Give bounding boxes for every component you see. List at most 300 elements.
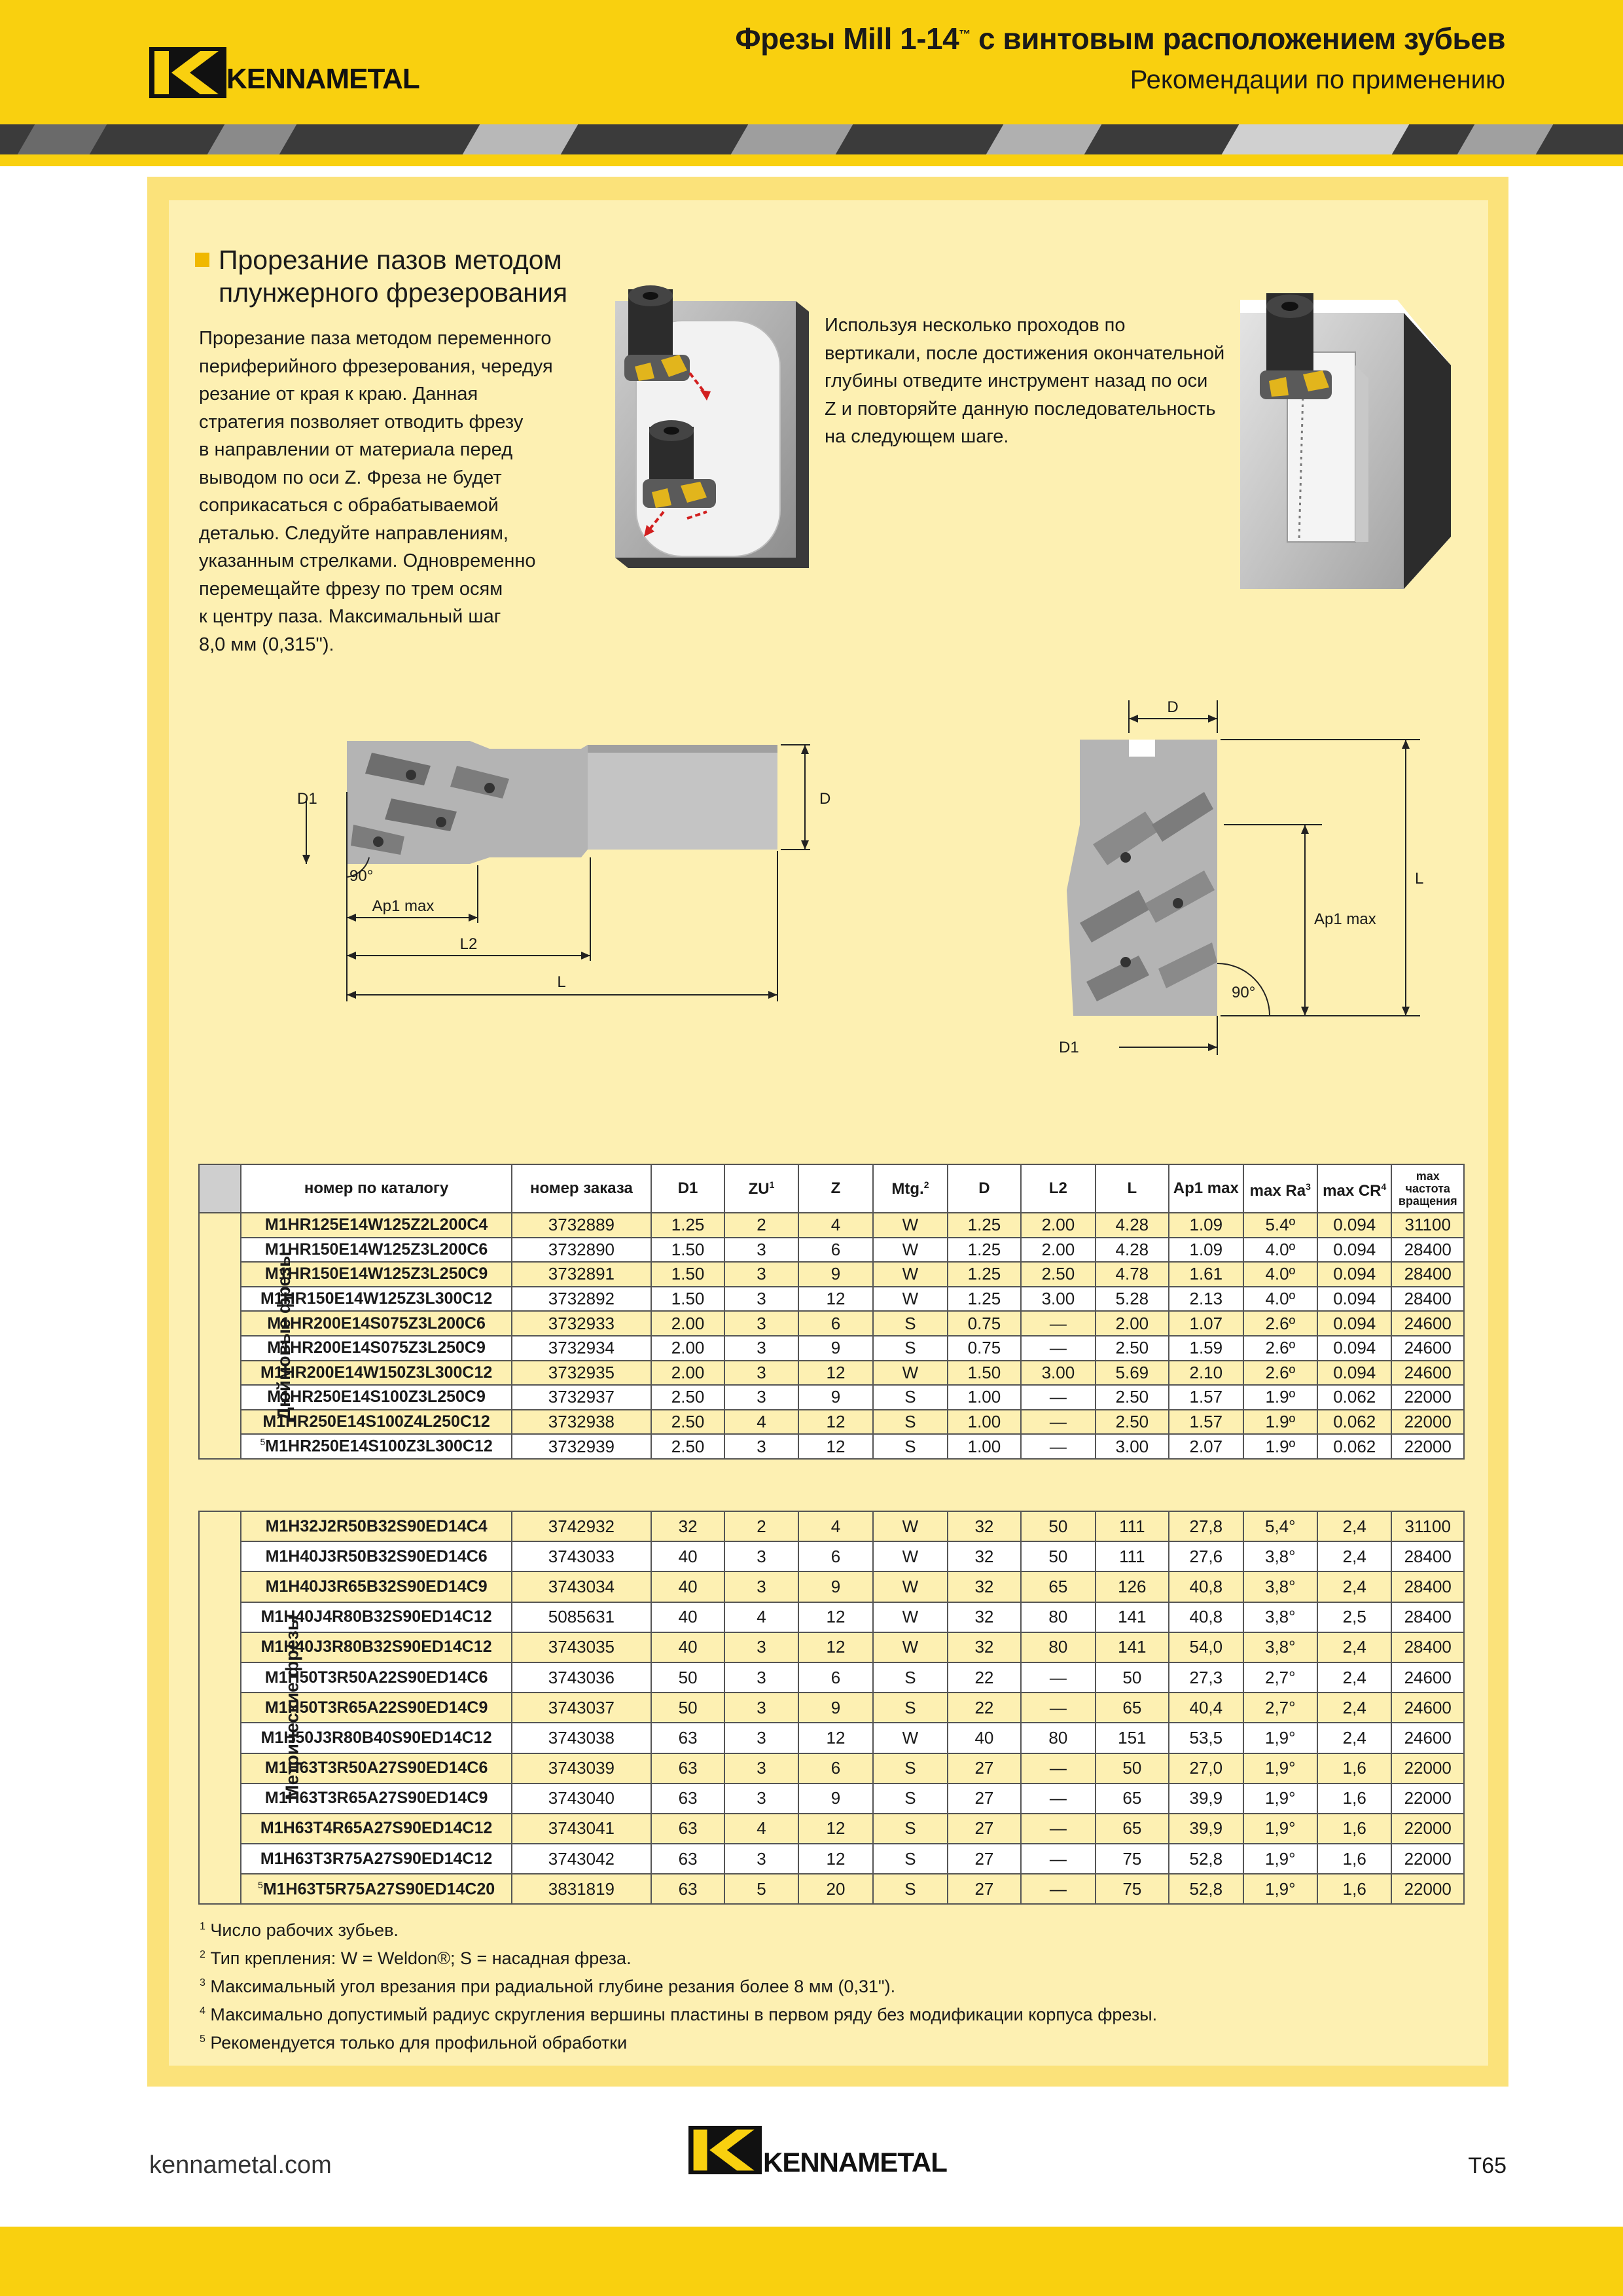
table-cell: 4.28 bbox=[1096, 1238, 1169, 1263]
table-row bbox=[199, 1262, 1464, 1287]
svg-text:L: L bbox=[1415, 870, 1424, 888]
table-row bbox=[199, 1632, 1464, 1662]
table-cell: 65 bbox=[1096, 1784, 1169, 1814]
table-cell: 1.61 bbox=[1169, 1262, 1243, 1287]
catalog-number-cell: M1H32J2R50B32S90ED14C4 bbox=[241, 1511, 512, 1541]
table-row bbox=[199, 1511, 1464, 1541]
table-cell: W bbox=[873, 1361, 947, 1386]
table-cell: 5.28 bbox=[1096, 1287, 1169, 1312]
table-cell: S bbox=[873, 1311, 947, 1336]
table-cell: 3 bbox=[724, 1434, 798, 1459]
table-cell: 22000 bbox=[1391, 1434, 1464, 1459]
footer-brand-wordmark: KENNAMETAL bbox=[763, 2147, 947, 2178]
table-cell: 2,4 bbox=[1317, 1662, 1391, 1693]
table-cell: 53,5 bbox=[1169, 1723, 1243, 1753]
table-cell: W bbox=[873, 1287, 947, 1312]
table-cell: 1.25 bbox=[948, 1262, 1021, 1287]
table-cell: 32 bbox=[948, 1571, 1021, 1602]
table-cell: 24600 bbox=[1391, 1336, 1464, 1361]
table-cell: 22000 bbox=[1391, 1784, 1464, 1814]
table-cell: 52,8 bbox=[1169, 1844, 1243, 1874]
table-cell: 3743034 bbox=[512, 1571, 651, 1602]
table-cell: 22000 bbox=[1391, 1844, 1464, 1874]
table-cell: S bbox=[873, 1784, 947, 1814]
table-cell: 2,4 bbox=[1317, 1693, 1391, 1723]
footer-website-link[interactable]: kennametal.com bbox=[149, 2151, 332, 2179]
catalog-number-cell: M1H50J3R80B40S90ED14C12 bbox=[241, 1723, 512, 1753]
table-cell: 2.50 bbox=[651, 1434, 724, 1459]
table-cell: 0.75 bbox=[948, 1311, 1021, 1336]
table-cell: 9 bbox=[798, 1693, 873, 1723]
table-cell: 4 bbox=[724, 1602, 798, 1632]
table-cell: 141 bbox=[1096, 1632, 1169, 1662]
table-cell: 27,8 bbox=[1169, 1511, 1243, 1541]
table-cell: 1,9° bbox=[1243, 1784, 1317, 1814]
table-cell: 3732937 bbox=[512, 1385, 651, 1410]
svg-text:Ap1 max: Ap1 max bbox=[1314, 910, 1376, 928]
table-cell: 2.13 bbox=[1169, 1287, 1243, 1312]
table-cell: 3742932 bbox=[512, 1511, 651, 1541]
table-cell: 63 bbox=[651, 1814, 724, 1844]
table-cell: 3732891 bbox=[512, 1262, 651, 1287]
table-cell: — bbox=[1021, 1874, 1095, 1904]
page-number: T65 bbox=[1468, 2153, 1507, 2178]
table-cell: 22000 bbox=[1391, 1410, 1464, 1435]
svg-text:Ap1 max: Ap1 max bbox=[372, 897, 435, 915]
table-cell: 20 bbox=[798, 1874, 873, 1904]
catalog-number-cell: M1H40J3R65B32S90ED14C9 bbox=[241, 1571, 512, 1602]
header-stripes bbox=[0, 124, 1623, 154]
table-cell: 2.00 bbox=[1021, 1238, 1095, 1263]
table-cell: 0.75 bbox=[948, 1336, 1021, 1361]
table-cell: 5,4° bbox=[1243, 1511, 1317, 1541]
table-cell: 0.062 bbox=[1317, 1434, 1391, 1459]
table-cell: 3 bbox=[724, 1723, 798, 1753]
table-cell: 1.57 bbox=[1169, 1410, 1243, 1435]
footer-kennametal-logo-icon bbox=[688, 2125, 762, 2175]
table-cell: — bbox=[1021, 1311, 1095, 1336]
table-cell: 0.094 bbox=[1317, 1287, 1391, 1312]
table-cell: 50 bbox=[1021, 1511, 1095, 1541]
table-cell: 27 bbox=[948, 1844, 1021, 1874]
table-row bbox=[199, 1238, 1464, 1263]
table-cell: 2 bbox=[724, 1213, 798, 1238]
table-cell: 2,4 bbox=[1317, 1571, 1391, 1602]
table-cell: 28400 bbox=[1391, 1632, 1464, 1662]
table-cell: 12 bbox=[798, 1632, 873, 1662]
svg-text:D: D bbox=[819, 790, 831, 808]
table-cell: 1,6 bbox=[1317, 1753, 1391, 1784]
table-cell: 1.25 bbox=[948, 1287, 1021, 1312]
table-cell: S bbox=[873, 1662, 947, 1693]
table-row bbox=[199, 1336, 1464, 1361]
table-cell: 27 bbox=[948, 1874, 1021, 1904]
table-cell: 3 bbox=[724, 1632, 798, 1662]
table-cell: 27 bbox=[948, 1814, 1021, 1844]
table-row bbox=[199, 1723, 1464, 1753]
table-cell: 0.094 bbox=[1317, 1336, 1391, 1361]
catalog-number-cell: M1H40J3R50B32S90ED14C6 bbox=[241, 1541, 512, 1571]
table-cell: 5085631 bbox=[512, 1602, 651, 1632]
table-cell: 1.00 bbox=[948, 1385, 1021, 1410]
right-description: Используя несколько проходов по вертикали, после достижения окончательной глубины отведите инструмент назад по оси Z и повторяйте данную последовательность на следующем шаге. bbox=[825, 315, 1225, 447]
table-cell: 32 bbox=[948, 1602, 1021, 1632]
table-cell: 2,7° bbox=[1243, 1662, 1317, 1693]
table-cell: 0.062 bbox=[1317, 1385, 1391, 1410]
table-cell: 63 bbox=[651, 1784, 724, 1814]
table-cell: 3732889 bbox=[512, 1213, 651, 1238]
catalog-number-cell: M1H40J4R80B32S90ED14C12 bbox=[241, 1602, 512, 1632]
table-cell: 1.50 bbox=[651, 1262, 724, 1287]
table-cell: 65 bbox=[1021, 1571, 1095, 1602]
table-cell: 40 bbox=[651, 1541, 724, 1571]
catalog-number-cell: M1HR200E14S075Z3L250C9 bbox=[241, 1336, 512, 1361]
table-cell: 4 bbox=[724, 1814, 798, 1844]
table-cell: 2 bbox=[724, 1511, 798, 1541]
table-cell: 28400 bbox=[1391, 1602, 1464, 1632]
table-row bbox=[199, 1814, 1464, 1844]
table-cell: 1.50 bbox=[651, 1287, 724, 1312]
table-cell: 40,8 bbox=[1169, 1602, 1243, 1632]
table-cell: W bbox=[873, 1632, 947, 1662]
svg-text:90°: 90° bbox=[349, 867, 374, 885]
table-cell: 54,0 bbox=[1169, 1632, 1243, 1662]
table-cell: 1,9° bbox=[1243, 1844, 1317, 1874]
table-cell: 4.28 bbox=[1096, 1213, 1169, 1238]
table-cell: 31100 bbox=[1391, 1511, 1464, 1541]
table-cell: — bbox=[1021, 1662, 1095, 1693]
table-cell: 3743042 bbox=[512, 1844, 651, 1874]
table-group-label: Дюймовые фрезы bbox=[199, 1213, 241, 1459]
table-cell: 39,9 bbox=[1169, 1784, 1243, 1814]
table-cell: 3 bbox=[724, 1287, 798, 1312]
catalog-number-cell: M1HR150E14W125Z3L200C6 bbox=[241, 1238, 512, 1263]
table-cell: W bbox=[873, 1541, 947, 1571]
table-cell: 3.00 bbox=[1021, 1287, 1095, 1312]
table-cell: 1.59 bbox=[1169, 1336, 1243, 1361]
table-cell: 3,8° bbox=[1243, 1571, 1317, 1602]
table-cell: 1.00 bbox=[948, 1434, 1021, 1459]
table-row bbox=[199, 1541, 1464, 1571]
table-cell: W bbox=[873, 1213, 947, 1238]
table-cell: — bbox=[1021, 1753, 1095, 1784]
table-cell: 3,8° bbox=[1243, 1541, 1317, 1571]
table-cell: 0.062 bbox=[1317, 1410, 1391, 1435]
table-cell: 2,4 bbox=[1317, 1723, 1391, 1753]
table-cell: 2.50 bbox=[1096, 1385, 1169, 1410]
table-cell: 22000 bbox=[1391, 1753, 1464, 1784]
table-cell: 3743038 bbox=[512, 1723, 651, 1753]
svg-text:D1: D1 bbox=[1059, 1039, 1079, 1056]
table-cell: 2.50 bbox=[1096, 1336, 1169, 1361]
table-cell: 3 bbox=[724, 1571, 798, 1602]
table-cell: 3732939 bbox=[512, 1434, 651, 1459]
table-row bbox=[199, 1434, 1464, 1459]
table-row bbox=[199, 1287, 1464, 1312]
table-cell: 3 bbox=[724, 1784, 798, 1814]
table-row bbox=[199, 1753, 1464, 1784]
table-cell: — bbox=[1021, 1814, 1095, 1844]
table-cell: 6 bbox=[798, 1753, 873, 1784]
svg-text:90°: 90° bbox=[1232, 984, 1256, 1001]
kennametal-logo-icon bbox=[149, 47, 226, 98]
table-cell: 27 bbox=[948, 1784, 1021, 1814]
table-cell: 28400 bbox=[1391, 1238, 1464, 1263]
table-cell: 3732933 bbox=[512, 1311, 651, 1336]
table-cell: 1.25 bbox=[651, 1213, 724, 1238]
table-cell: 0.094 bbox=[1317, 1213, 1391, 1238]
table-cell: 12 bbox=[798, 1602, 873, 1632]
table-cell: 141 bbox=[1096, 1602, 1169, 1632]
table-cell: 3743037 bbox=[512, 1693, 651, 1723]
table-cell: 12 bbox=[798, 1287, 873, 1312]
table-cell: 0.094 bbox=[1317, 1262, 1391, 1287]
catalog-number-cell: M1H50T3R50A22S90ED14C6 bbox=[241, 1662, 512, 1693]
table-cell: 80 bbox=[1021, 1632, 1095, 1662]
table-cell: 9 bbox=[798, 1262, 873, 1287]
table-cell: S bbox=[873, 1385, 947, 1410]
inch-cutters-table bbox=[198, 1164, 1465, 1460]
table-cell: — bbox=[1021, 1410, 1095, 1435]
table-cell: 12 bbox=[798, 1410, 873, 1435]
table-cell: 4.0º bbox=[1243, 1262, 1317, 1287]
table-cell: 3831819 bbox=[512, 1874, 651, 1904]
table-cell: 4 bbox=[798, 1213, 873, 1238]
table-cell: 3 bbox=[724, 1385, 798, 1410]
table-row bbox=[199, 1662, 1464, 1693]
table-cell: 1,9° bbox=[1243, 1814, 1317, 1844]
table-cell: 12 bbox=[798, 1844, 873, 1874]
catalog-number-cell: M1HR150E14W125Z3L300C12 bbox=[241, 1287, 512, 1312]
table-cell: 3743040 bbox=[512, 1784, 651, 1814]
table-cell: 4.0º bbox=[1243, 1287, 1317, 1312]
vertical-passes-illustration bbox=[1240, 293, 1456, 589]
brand-wordmark: KENNAMETAL bbox=[226, 63, 419, 95]
left-description: Прорезание паза методом переменного периферийного фрезерования, чередуя резание от края к краю. Данная стратегия позволяет отводить фрезу в направлении от материала перед выводом по оси Z. Фреза не будет соприкасаться с обрабатываемой деталью. Следуйте направлениям, указанным стрелками. Одновременно перемещайте фрезу по трем осям к центру паза. Максимальный шаг 8,0 мм (0,315"). bbox=[199, 328, 553, 655]
page-subtitle: Рекомендации по применению bbox=[1130, 65, 1505, 94]
table-cell: 2,4 bbox=[1317, 1632, 1391, 1662]
table-cell: 40 bbox=[651, 1632, 724, 1662]
table-cell: 63 bbox=[651, 1844, 724, 1874]
table-cell: 1,6 bbox=[1317, 1784, 1391, 1814]
table-cell: 2.00 bbox=[651, 1336, 724, 1361]
table-cell: 28400 bbox=[1391, 1287, 1464, 1312]
table-cell: 12 bbox=[798, 1723, 873, 1753]
table-cell: 27,3 bbox=[1169, 1662, 1243, 1693]
table-cell: 4 bbox=[798, 1511, 873, 1541]
table-cell: 24600 bbox=[1391, 1693, 1464, 1723]
table-cell: 1.9º bbox=[1243, 1385, 1317, 1410]
table-cell: 27 bbox=[948, 1753, 1021, 1784]
table-row bbox=[199, 1693, 1464, 1723]
table-cell: 32 bbox=[948, 1511, 1021, 1541]
table-cell: 32 bbox=[948, 1632, 1021, 1662]
table-cell: 2.00 bbox=[1096, 1311, 1169, 1336]
table-cell: 0.094 bbox=[1317, 1311, 1391, 1336]
table-cell: 3,8° bbox=[1243, 1632, 1317, 1662]
table-cell: 1.9º bbox=[1243, 1410, 1317, 1435]
table-cell: 80 bbox=[1021, 1602, 1095, 1632]
table-cell: 3732934 bbox=[512, 1336, 651, 1361]
table-cell: 28400 bbox=[1391, 1571, 1464, 1602]
table-cell: 40 bbox=[651, 1571, 724, 1602]
table-cell: 3732890 bbox=[512, 1238, 651, 1263]
table-cell: 50 bbox=[651, 1693, 724, 1723]
table-cell: 9 bbox=[798, 1336, 873, 1361]
table-cell: W bbox=[873, 1602, 947, 1632]
catalog-number-cell: M1HR200E14S075Z3L200C6 bbox=[241, 1311, 512, 1336]
table-cell: 3732938 bbox=[512, 1410, 651, 1435]
bullet-square-icon bbox=[195, 253, 209, 267]
table-cell: 22000 bbox=[1391, 1385, 1464, 1410]
catalog-number-cell: M1H63T3R50A27S90ED14C6 bbox=[241, 1753, 512, 1784]
table-cell: S bbox=[873, 1753, 947, 1784]
table-cell: 2.6º bbox=[1243, 1336, 1317, 1361]
table-cell: 1.9º bbox=[1243, 1434, 1317, 1459]
table-cell: 1,9° bbox=[1243, 1753, 1317, 1784]
table-cell: W bbox=[873, 1511, 947, 1541]
table-cell: 6 bbox=[798, 1311, 873, 1336]
table-cell: 0.094 bbox=[1317, 1238, 1391, 1263]
table-cell: 2,4 bbox=[1317, 1541, 1391, 1571]
table-cell: 32 bbox=[651, 1511, 724, 1541]
table-cell: 4.78 bbox=[1096, 1262, 1169, 1287]
table-cell: 2.50 bbox=[651, 1385, 724, 1410]
table-cell: 22000 bbox=[1391, 1814, 1464, 1844]
table-cell: — bbox=[1021, 1434, 1095, 1459]
col-header-order: номер заказа bbox=[512, 1164, 651, 1213]
table-cell: 4.0º bbox=[1243, 1238, 1317, 1263]
table-row bbox=[199, 1410, 1464, 1435]
table-row bbox=[199, 1213, 1464, 1238]
table-cell: 28400 bbox=[1391, 1262, 1464, 1287]
table-row bbox=[199, 1784, 1464, 1814]
table-cell: S bbox=[873, 1844, 947, 1874]
table-cell: 28400 bbox=[1391, 1541, 1464, 1571]
table-cell: 2.6º bbox=[1243, 1311, 1317, 1336]
catalog-number-cell: M1HR150E14W125Z3L250C9 bbox=[241, 1262, 512, 1287]
table-cell: 2.07 bbox=[1169, 1434, 1243, 1459]
table-cell: — bbox=[1021, 1693, 1095, 1723]
table-cell: 22 bbox=[948, 1662, 1021, 1693]
table-cell: 3 bbox=[724, 1693, 798, 1723]
table-row bbox=[199, 1311, 1464, 1336]
table-cell: W bbox=[873, 1238, 947, 1263]
table-cell: 111 bbox=[1096, 1511, 1169, 1541]
shell-mill-dimension-drawing bbox=[1047, 694, 1479, 1060]
table-cell: W bbox=[873, 1571, 947, 1602]
table-cell: 3 bbox=[724, 1336, 798, 1361]
table-cell: 3743033 bbox=[512, 1541, 651, 1571]
table-cell: 5.69 bbox=[1096, 1361, 1169, 1386]
table-cell: 3.00 bbox=[1096, 1434, 1169, 1459]
catalog-number-cell: $^5$M1HR250E14S100Z3L300C12 bbox=[241, 1434, 512, 1459]
table-cell: 40 bbox=[651, 1602, 724, 1632]
table-cell: 27,6 bbox=[1169, 1541, 1243, 1571]
table-cell: 2.50 bbox=[651, 1410, 724, 1435]
table-cell: 75 bbox=[1096, 1874, 1169, 1904]
table-cell: 2.00 bbox=[1021, 1213, 1095, 1238]
catalog-number-cell: M1H40J3R80B32S90ED14C12 bbox=[241, 1632, 512, 1662]
table-header-row: номер по каталогу номер заказа D1 $ZU^1$ Z Mtg.$^2$ D L2 L Ap1 max max Ra$^3$ $\max CR^4$ max частота вращения bbox=[199, 1164, 1464, 1213]
table-cell: 39,9 bbox=[1169, 1814, 1243, 1844]
table-cell: 3732892 bbox=[512, 1287, 651, 1312]
table-cell: 111 bbox=[1096, 1541, 1169, 1571]
table-cell: 1.09 bbox=[1169, 1213, 1243, 1238]
catalog-number-cell: M1HR250E14S100Z4L250C12 bbox=[241, 1410, 512, 1435]
catalog-number-cell: M1H63T3R75A27S90ED14C12 bbox=[241, 1844, 512, 1874]
table-cell: 2.50 bbox=[1096, 1410, 1169, 1435]
table-cell: — bbox=[1021, 1385, 1095, 1410]
catalog-number-cell: M1H63T4R65A27S90ED14C12 bbox=[241, 1814, 512, 1844]
table-cell: 50 bbox=[1021, 1541, 1095, 1571]
page-title: Фрезы Mill 1-14™ с винтовым расположением зубьев bbox=[735, 22, 1505, 56]
table-cell: 22 bbox=[948, 1693, 1021, 1723]
table-cell: 0.094 bbox=[1317, 1361, 1391, 1386]
table-cell: 9 bbox=[798, 1784, 873, 1814]
table-cell: 151 bbox=[1096, 1723, 1169, 1753]
table-cell: 1,6 bbox=[1317, 1814, 1391, 1844]
table-cell: 9 bbox=[798, 1385, 873, 1410]
catalog-number-cell: M1HR250E14S100Z3L250C9 bbox=[241, 1385, 512, 1410]
table-cell: 3 bbox=[724, 1262, 798, 1287]
end-mill-dimension-drawing bbox=[293, 726, 831, 1008]
svg-text:L2: L2 bbox=[459, 935, 478, 953]
table-cell: 75 bbox=[1096, 1844, 1169, 1874]
table-cell: 40,4 bbox=[1169, 1693, 1243, 1723]
section-title: Прорезание пазов методом плунжерного фрезерования bbox=[195, 243, 567, 309]
table-cell: 3 bbox=[724, 1361, 798, 1386]
svg-text:D: D bbox=[1167, 698, 1179, 716]
table-row bbox=[199, 1385, 1464, 1410]
table-cell: — bbox=[1021, 1844, 1095, 1874]
table-cell: 65 bbox=[1096, 1693, 1169, 1723]
table-cell: 6 bbox=[798, 1662, 873, 1693]
table-cell: S bbox=[873, 1434, 947, 1459]
catalog-number-cell: $^5$M1H63T5R75A27S90ED14C20 bbox=[241, 1874, 512, 1904]
table-cell: 12 bbox=[798, 1814, 873, 1844]
table-cell: 24600 bbox=[1391, 1723, 1464, 1753]
table-cell: S bbox=[873, 1814, 947, 1844]
catalog-number-cell: M1H50T3R65A22S90ED14C9 bbox=[241, 1693, 512, 1723]
col-header-catalog: номер по каталогу bbox=[241, 1164, 512, 1213]
table-cell: 2.00 bbox=[651, 1311, 724, 1336]
table-cell: 1,6 bbox=[1317, 1844, 1391, 1874]
table-cell: 2,7° bbox=[1243, 1693, 1317, 1723]
table-cell: 1.07 bbox=[1169, 1311, 1243, 1336]
table-cell: 1.00 bbox=[948, 1410, 1021, 1435]
table-cell: 24600 bbox=[1391, 1361, 1464, 1386]
metric-cutters-table bbox=[198, 1511, 1465, 1905]
catalog-number-cell: M1HR125E14W125Z2L200C4 bbox=[241, 1213, 512, 1238]
table-cell: 1.09 bbox=[1169, 1238, 1243, 1263]
table-cell: 5.4º bbox=[1243, 1213, 1317, 1238]
table-cell: 40,8 bbox=[1169, 1571, 1243, 1602]
table-cell: 2.10 bbox=[1169, 1361, 1243, 1386]
table-cell: 3 bbox=[724, 1238, 798, 1263]
table-cell: S bbox=[873, 1693, 947, 1723]
table-cell: 3 bbox=[724, 1844, 798, 1874]
table-cell: 3743036 bbox=[512, 1662, 651, 1693]
table-cell: 3732935 bbox=[512, 1361, 651, 1386]
table-cell: 126 bbox=[1096, 1571, 1169, 1602]
footer-bar bbox=[0, 2227, 1623, 2296]
table-cell: 63 bbox=[651, 1723, 724, 1753]
table-cell: 24600 bbox=[1391, 1662, 1464, 1693]
table-cell: — bbox=[1021, 1784, 1095, 1814]
table-cell: 24600 bbox=[1391, 1311, 1464, 1336]
table-cell: S bbox=[873, 1874, 947, 1904]
